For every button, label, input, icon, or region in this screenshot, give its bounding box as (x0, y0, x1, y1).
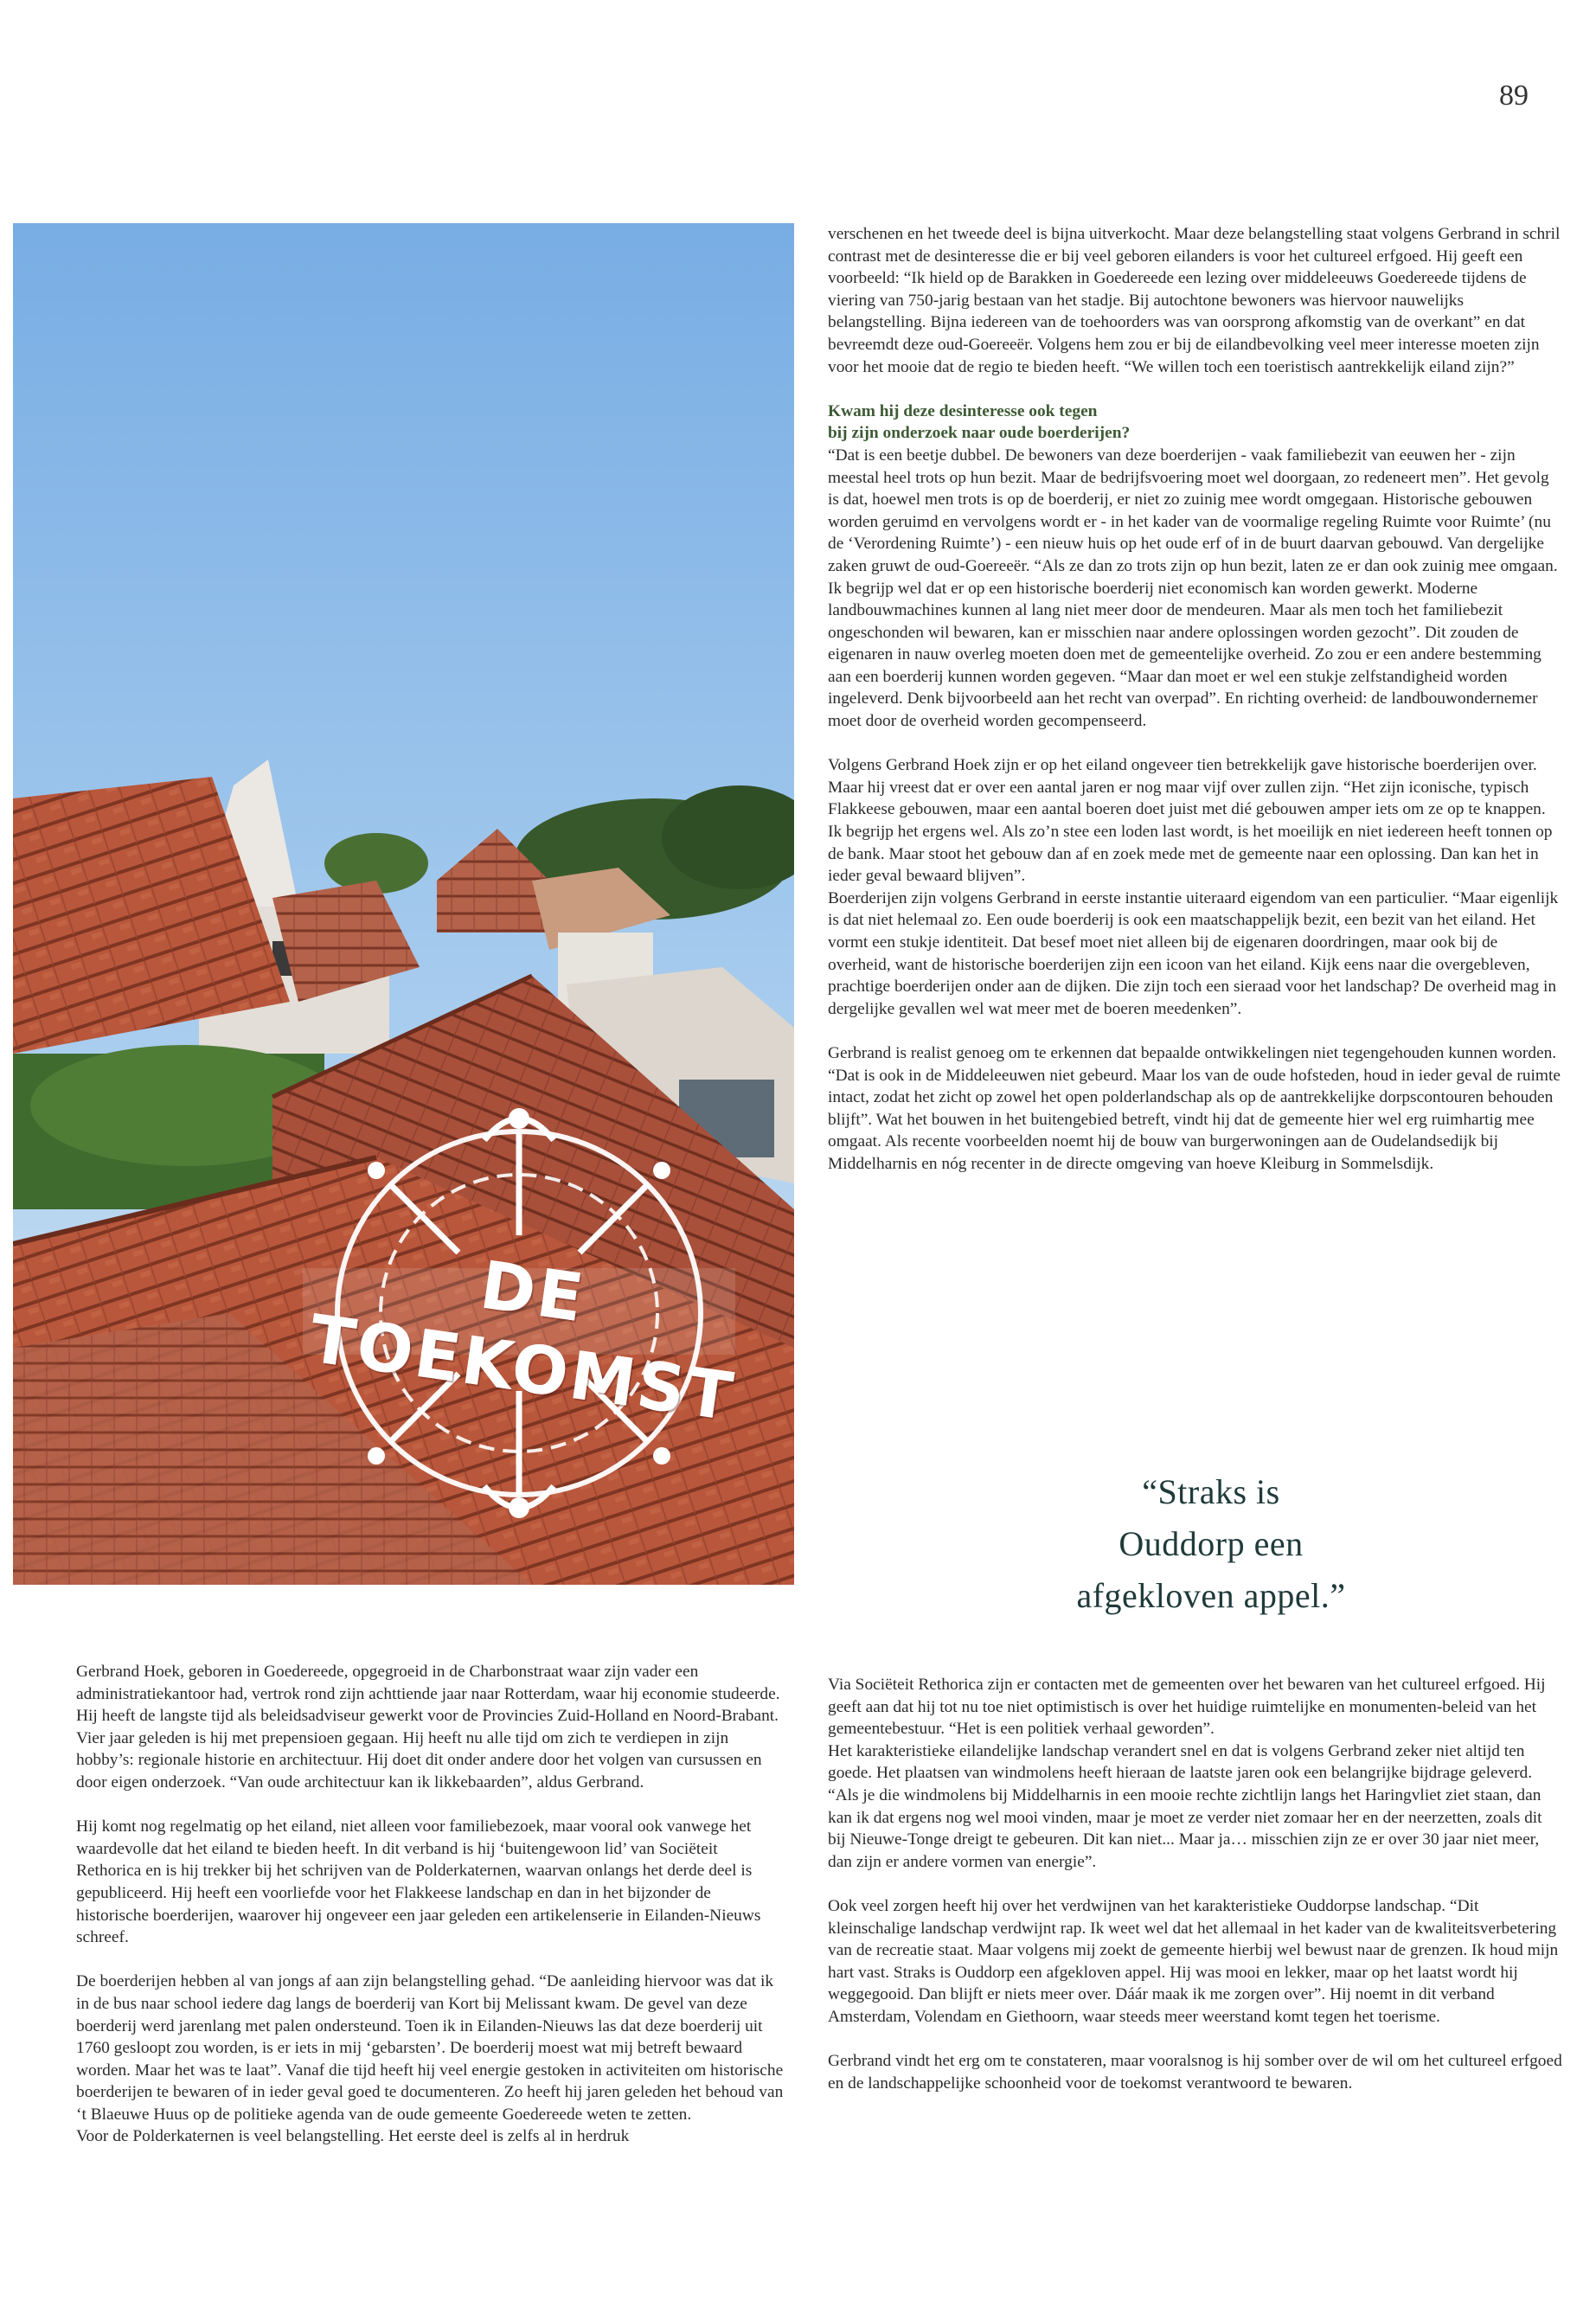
article-column-bottom-left (76, 1661, 785, 2148)
page-number: 89 (1499, 80, 1529, 112)
paragraph: De boerderijen hebben al van jongs af aan zijn belangstelling gehad. “De aanleiding hiervoor was dat ik in de bus naar school iedere dag langs de boerderij van Kort bij Melissant kwam. De gevel van deze boerderij werd jarenlang met palen ondersteund. Toen ik in Eilanden-Nieuws las dat deze boerderij uit 1760 gesloopt zou worden, is er iets in mij ‘gebarsten’. De boerderij moest wat mij betreft bewaard worden. Maar het was te laat”. Vanaf die tijd heeft hij veel energie gestoken in activiteiten om historische boerderijen te bewaren of in ieder geval goed te documenteren. Zo heeft hij jaren geleden het behoud van ‘t Blaeuwe Huus op de politieke agenda van de oude gemeente Goedereede weten te zetten. (76, 1972, 784, 2124)
paragraph: Via Sociëteit Rethorica zijn er contacten met de gemeenten over het bewaren van het cultureel erfgoed. Hij geeft aan dat hij tot nu toe niet optimistisch is over het huidige ruimtelijke en monumenten-beleid van het gemeentebestuur. “Het is een politiek verhaal geworden”. (828, 1676, 1546, 1739)
question-line: Kwam hij deze desinteresse ook tegen (828, 401, 1098, 420)
paragraph: Boerderijen zijn volgens Gerbrand in eerste instantie uiteraard eigendom van een particulier. “Maar eigenlijk is dat niet helemaal zo. Een oude boerderij is ook een maatschappelijk bezit, een bezit van het eiland. Het vormt een stukje identiteit. Dat besef moet niet alleen bij de eigenaren doordringen, maar ook bij de overheid, want de historische boerderijen zijn een icoon van het eiland. Kijk eens naar die overgebleven, prachtige boerderijen onder aan de dijken. Die zijn toch een sieraad voor het landschap? De overheid mag in dergelijke gevallen wel wat meer met de boeren meedenken”. (828, 888, 1559, 1018)
paragraph: Hij komt nog regelmatig op het eiland, niet alleen voor familiebezoek, maar vooral ook vanwege het waardevolle dat het eiland te bieden heeft. In dit verband is hij ‘buitengewoon lid’ van Sociëteit Rethorica en is hij trekker bij het schrijven van de Polderkaternen, waarvan onlangs het derde deel is gepubliceerd. Hij heeft een voorliefde voor het Flakkeese landschap en dan in het bijzonder de historische boerderijen, waarover hij ongeveer een jaar geleden een artikelenserie in Eilanden-Nieuws schreef. (76, 1817, 761, 1947)
paragraph: Ook veel zorgen heeft hij over het verdwijnen van het karakteristieke Ouddorpse landschap. “Dit kleinschalige landschap verdwijnt rap. Ik weet wel dat het allemaal in het kader van de kwaliteitsverbetering van de recreatie staat. Maar volgens mij zoekt de gemeente hierbij wel bewust naar de grenzen. Ik houd mijn hart vast. Straks is Ouddorp een afgekloven appel. Hij was mooi en lekker, maar op het laatst wordt hij weggegooid. Dan blijft er niets meer over. Dáár maak ik me zorgen over”. Hij noemt in dit verband Amsterdam, Volendam en Giethoorn, waar steeds meer weerstand komt tegen het toerisme. (828, 1896, 1559, 2026)
paragraph: Het karakteristieke eilandelijke landschap verandert snel en dat is volgens Gerbrand zeker niet altijd ten goede. Het plaatsen van windmolens heeft hieraan de laatste jaren ook een belangrijke bijdrage geleverd. “Als je die windmolens bij Middelharnis in een mooie rechte zichtlijn langs het Haringvliet ziet staan, dan kan ik dat ergens nog wel mooi vinden, maar je moet ze verder niet zomaar her en der neerzetten, zoals dit bij Nieuwe-Tonge dreigt te gebeuren. Dit kan niet... Maar ja… misschien zijn ze er over 30 jaar niet meer, dan zijn er andere vormen van energie”. (828, 1741, 1542, 1871)
pull-quote-line: afgekloven appel.” (1076, 1576, 1346, 1615)
rooftops-photo (13, 223, 794, 1585)
pull-quote-line: “Straks is (1142, 1472, 1280, 1511)
paragraph: “Dat is een beetje dubbel. De bewoners van deze boerderijen - vaak familiebezit van eeuwen her - zijn meestal heel trots op hun bezit. Maar de bedrijfsvoering moet wel doorgaan, zo redeneert men”. Het gevolg is dat, hoewel men trots is op de boerderij, er niet zo zuinig mee wordt omgegaan. Historische gebouwen worden geruimd en vervolgens wordt er - in het kader van de voormalige regeling Ruimte voor Ruimte’ (nu de ‘Verordening Ruimte’) - een nieuw huis op het oude erf of in de buurt daarvan gebouwd. Van dergelijke zaken gruwt de oud-Goereeër. “Als ze dan zo trots zijn op hun bezit, laten ze er dan ook zuinig mee omgaan. Ik begrijp wel dat er op een historische boerderij niet economisch kan worden gewerkt. Moderne landbouwmachines kunnen al lang niet meer door de mendeuren. Maar als men toch het familiebezit ongeschonden wil bewaren, kan er misschien naar andere oplossingen worden gezocht”. Dit zouden de eigenaren in nauw overleg moeten doen met de gemeentelijke overheid. Zo zou er een andere bestemming aan een boerderij kunnen worden gegeven. “Maar dan moet er wel een stukje zelfstandigheid worden ingeleverd. Denk bijvoorbeeld aan het recht van overpad”. En richting overheid: de landbouwondernemer moet door de overheid worden gecompenseerd. (828, 445, 1558, 731)
interview-question (828, 401, 1563, 445)
pull-quote (934, 1466, 1488, 1622)
paragraph: Gerbrand is realist genoeg om te erkennen dat bepaalde ontwikkelingen niet tegengehouden kunnen worden. “Dat is ook in de Middeleeuwen niet gebeurd. Maar los van de oude hofsteden, houd in ieder geval de ruimte intact, zodat het zicht op zowel het open polderlandschap als op de aantrekkelijke dorpscontouren behouden blijft”. Wat het bouwen in het buitengebied betreft, vindt hij dat de gemeente hier wel erg ruimhartig mee omgaat. Als recente voorbeelden noemt hij de bouw van burgerwoningen aan de Oudelandsedijk bij Middelharnis en nóg recenter in de directe omgeving van hoeve Kleiburg in Sommelsdijk. (828, 1043, 1561, 1173)
emblem-title: DE TOEKOMST (304, 1246, 740, 1436)
paragraph: Gerbrand Hoek, geboren in Goedereede, opgegroeid in de Charbonstraat waar zijn vader een administratiekantoor had, vertrok rond zijn achttiende jaar naar Rotterdam, waar hij economie studeerde. Hij heeft de langste tijd als beleidsadviseur gewerkt voor de Provincies Zuid-Holland en Noord-Brabant. Vier jaar geleden is hij met prepensioen gegaan. Hij heeft nu alle tijd om zich te verdiepen in zijn hobby’s: regionale historie en architectuur. Hij doet dit onder andere door het volgen van cursussen en door eigen onderzoek. “Van oude architectuur kan ik likkebaarden”, aldus Gerbrand. (76, 1663, 780, 1791)
paragraph: Voor de Polderkaternen is veel belangstelling. Het eerste deel is zelfs al in herdruk (76, 2127, 630, 2146)
article-column-bottom-right (828, 1674, 1563, 2094)
paragraph: Gerbrand vindt het erg om te constateren, maar vooralsnog is hij somber over de wil om het cultureel erfgoed en de landschappelijke schoonheid voor de toekomst verantwoord te bewaren. (828, 2052, 1562, 2093)
paragraph: Volgens Gerbrand Hoek zijn er op het eiland ongeveer tien betrekkelijk gave historische boerderijen over. Maar hij vreest dat er over een aantal jaren er nog maar vijf over zullen zijn. “Het zijn iconische, typisch Flakkeese gebouwen, maar een aantal boeren doet juist met dié gebouwen amper iets om ze op te knappen. Ik begrijp het ergens wel. Als zo’n stee een loden last wordt, is het moeilijk en niet iedereen heeft tonnen op de bank. Maar stoot het gebouw dan af en zoek mede met de gemeente naar een oplossing. Dan kan het in ieder geval bewaard blijven”. (828, 756, 1553, 886)
paragraph: verschenen en het tweede deel is bijna uitverkocht. Maar deze belangstelling staat volgens Gerbrand in schril contrast met de desinteresse die er bij veel geboren eilanders is voor het cultureel erfgoed. Hij geeft een voorbeeld: “Ik hield op de Barakken in Goedereede een lezing over middeleeuws Goedereede tijdens de viering van 750-jarig bestaan van het stadje. Bij autochtone bewoners was hiervoor nauwelijks belangstelling. Bijna iedereen van de toehoorders was van oorsprong afkomstig van de overkant” en dat bevreemdt deze oud-Goereeër. Volgens hem zou er bij de eilandbevolking veel meer interesse moeten zijn voor het mooie dat de regio te bieden heeft. “We willen toch een toeristisch aantrekkelijk eiland zijn?” (828, 225, 1561, 376)
question-line: bij zijn onderzoek naar oude boerderijen? (828, 424, 1131, 443)
article-column-top (828, 223, 1563, 1197)
pull-quote-line: Ouddorp een (1118, 1524, 1304, 1563)
